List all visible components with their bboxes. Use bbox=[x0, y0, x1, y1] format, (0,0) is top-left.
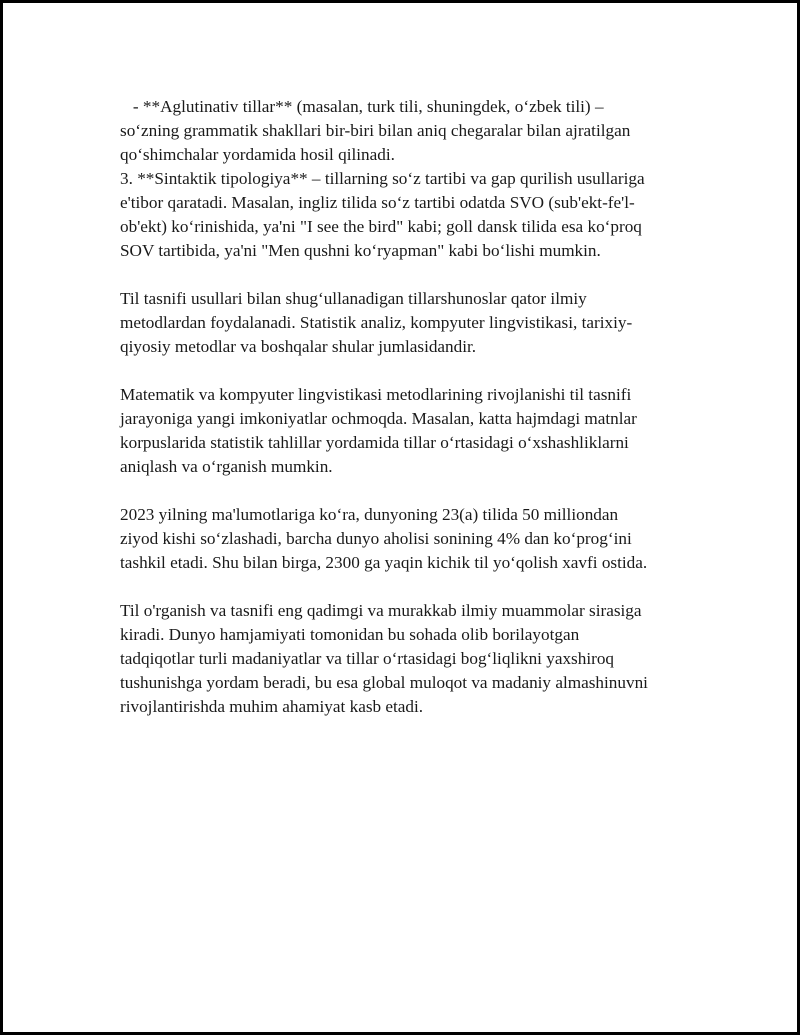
text-line: jarayoniga yangi imkoniyatlar ochmoqda. Masalan, katta hajmdagi matnlar bbox=[120, 409, 637, 428]
text-line: metodlardan foydalanadi. Statistik analiz, kompyuter lingvistikasi, tarixiy- bbox=[120, 313, 633, 332]
text-line: Matematik va kompyuter lingvistikasi metodlarining rivojlanishi til tasnifi bbox=[120, 385, 632, 404]
document-body bbox=[120, 95, 700, 719]
text-line: aniqlash va o‘rganish mumkin. bbox=[120, 457, 333, 476]
text-line: e'tibor qaratadi. Masalan, ingliz tilida so‘z tartibi odatda SVO (sub'ekt-fe'l- bbox=[120, 193, 635, 212]
text-line: Til tasnifi usullari bilan shug‘ullanadigan tillarshunoslar qator ilmiy bbox=[120, 289, 587, 308]
paragraph-conclusion bbox=[120, 599, 700, 719]
text-line: SOV tartibida, ya'ni "Men qushni ko‘ryapman" kabi bo‘lishi mumkin. bbox=[120, 241, 601, 260]
text-line: qiyosiy metodlar va boshqalar shular jumlasidandir. bbox=[120, 337, 477, 356]
text-line: tushunishga yordam beradi, bu esa global muloqot va madaniy almashinuvni bbox=[120, 673, 648, 692]
text-line: ziyod kishi so‘zlashadi, barcha dunyo aholisi sonining 4% dan ko‘prog‘ini bbox=[120, 529, 632, 548]
text-line: tashkil etadi. Shu bilan birga, 2300 ga yaqin kichik til yo‘qolish xavfi ostida. bbox=[120, 553, 648, 572]
paragraph-typology-types bbox=[120, 95, 700, 263]
text-line: tadqiqotlar turli madaniyatlar va tillar o‘rtasidagi bog‘liqlikni yaxshiroq bbox=[120, 649, 615, 668]
text-line: 3. **Sintaktik tipologiya** – tillarning so‘z tartibi va gap qurilish usullariga bbox=[120, 169, 645, 188]
paragraph-computational bbox=[120, 383, 700, 479]
text-line: korpuslarida statistik tahlillar yordamida tillar o‘rtasidagi o‘xshashliklarni bbox=[120, 433, 629, 452]
text-line: so‘zning grammatik shakllari bir-biri bilan aniq chegaralar bilan ajratilgan bbox=[120, 121, 631, 140]
text-line: ob'ekt) ko‘rinishida, ya'ni "I see the bird" kabi; goll dansk tilida esa ko‘proq bbox=[120, 217, 642, 236]
paragraph-spacer bbox=[120, 359, 700, 383]
text-line: Til o'rganish va tasnifi eng qadimgi va murakkab ilmiy muammolar sirasiga bbox=[120, 601, 642, 620]
paragraph-statistics-2023 bbox=[120, 503, 700, 575]
text-line: rivojlantirishda muhim ahamiyat kasb etadi. bbox=[120, 697, 424, 716]
paragraph-methods bbox=[120, 287, 700, 359]
text-line: - **Aglutinativ tillar** (masalan, turk tili, shuningdek, o‘zbek tili) – bbox=[120, 97, 604, 116]
text-line: qo‘shimchalar yordamida hosil qilinadi. bbox=[120, 145, 395, 164]
text-line: 2023 yilning ma'lumotlariga ko‘ra, dunyoning 23(a) tilida 50 milliondan bbox=[120, 505, 619, 524]
paragraph-spacer bbox=[120, 575, 700, 599]
text-line: kiradi. Dunyo hamjamiyati tomonidan bu sohada olib borilayotgan bbox=[120, 625, 580, 644]
paragraph-spacer bbox=[120, 479, 700, 503]
paragraph-spacer bbox=[120, 263, 700, 287]
